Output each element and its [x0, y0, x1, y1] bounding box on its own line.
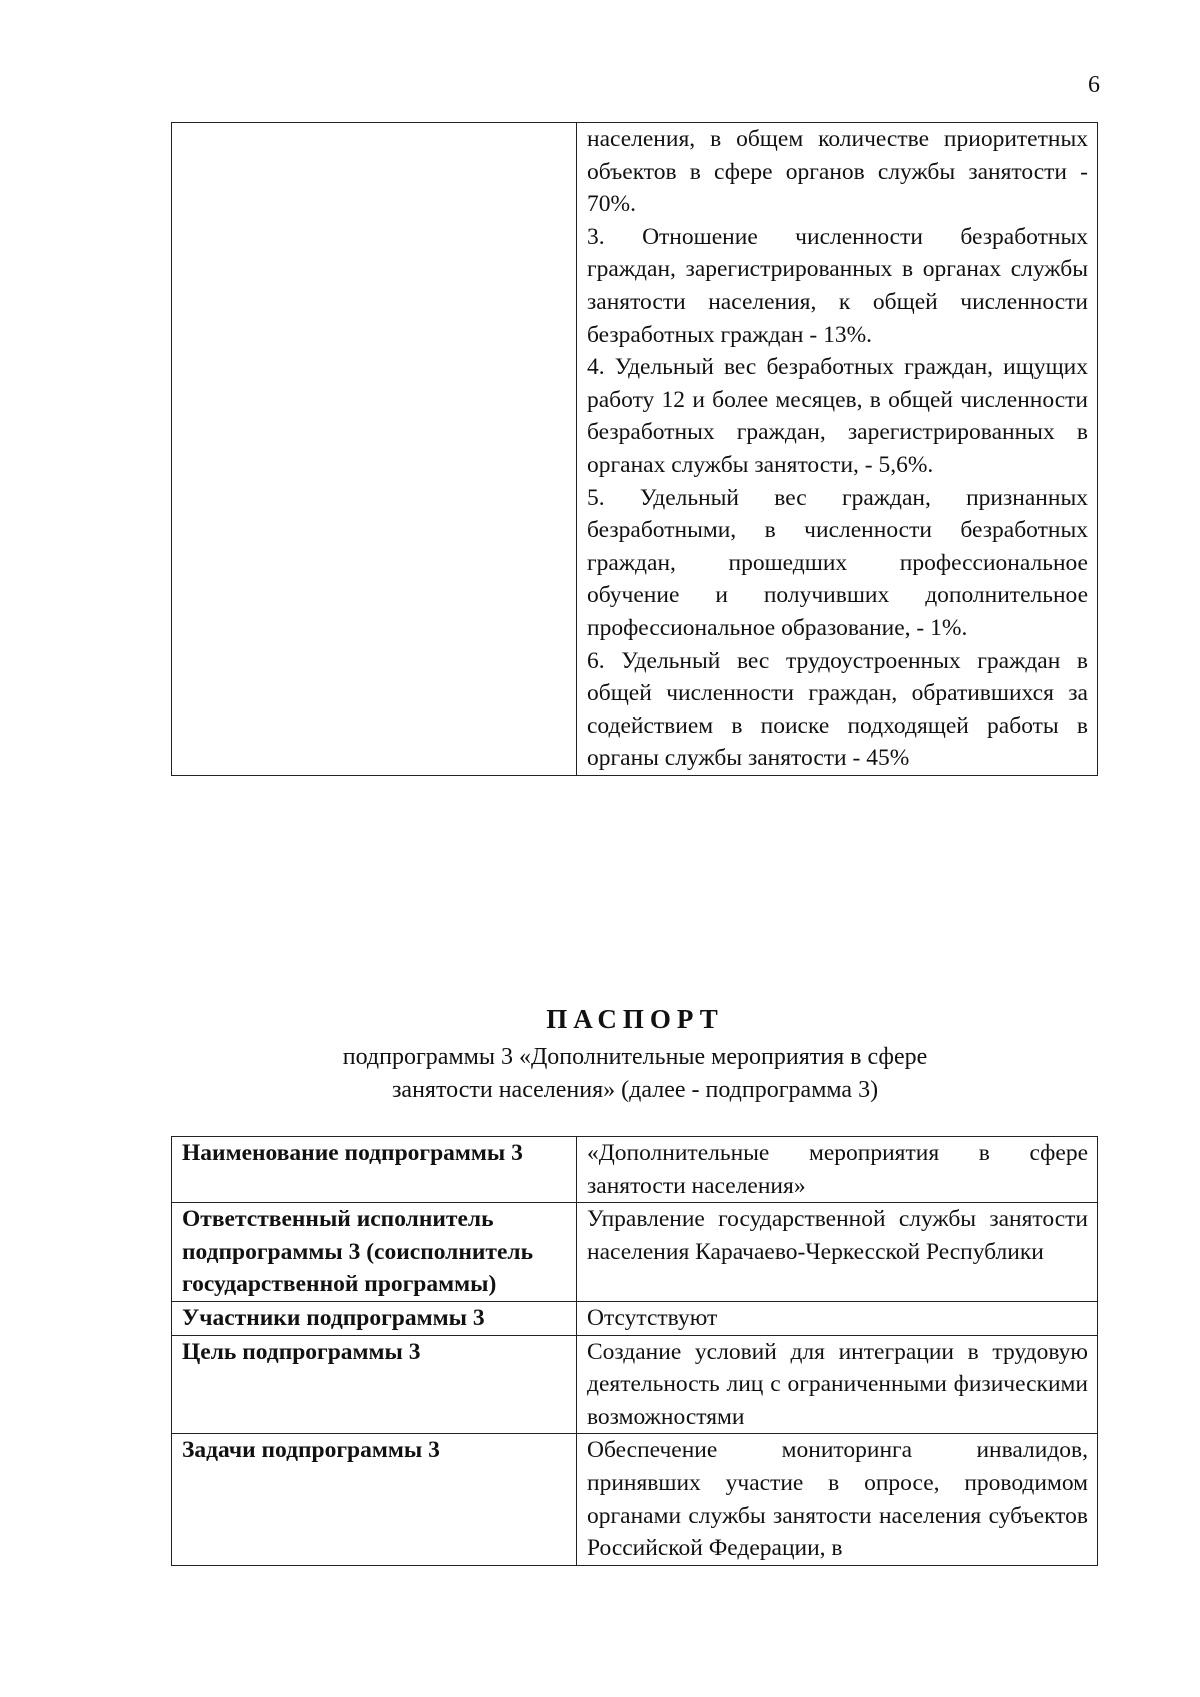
row-label: Наименование подпрограммы 3	[172, 1137, 577, 1203]
row-label: Ответственный исполнитель подпрограммы 3 (соисполнитель государственной программы)	[172, 1203, 577, 1302]
row-value: Отсутствуют	[577, 1301, 1098, 1335]
passport-table	[171, 1136, 1098, 1566]
continued-indicators-table	[171, 122, 1098, 776]
indicator-item: 4. Удельный вес безработных граждан, ищущих работу 12 и более месяцев, в общей численности безработных граждан, зарегистрированных в органах службы занятости, - 5,6%.	[587, 354, 1088, 478]
indicator-item: 3. Отношение численности безработных граждан, зарегистрированных в органах службы занятости населения, к общей численности безработных граждан - 13%.	[587, 223, 1088, 348]
table-row	[172, 1434, 1098, 1565]
table-row	[172, 1203, 1098, 1302]
subtitle-line: подпрограммы 3 «Дополнительные мероприятия в сфере	[342, 1044, 928, 1070]
table-row	[172, 1301, 1098, 1335]
indicator-item: 5. Удельный вес граждан, признанных безработными, в численности безработных граждан, прошедших профессиональное обучение и получивших дополнительное профессиональное образование, - 1%.	[587, 484, 1088, 641]
indicator-item: населения, в общем количестве приоритетных объектов в сфере органов службы занятости - 70%.	[587, 126, 1088, 218]
page-number: 6	[1088, 72, 1100, 98]
indicators-cell	[577, 123, 1098, 776]
table-row	[172, 1335, 1098, 1434]
indicator-item: 6. Удельный вес трудоустроенных граждан в общей численности граждан, обратившихся за содействием в поиске подходящей работы в органы службы занятости - 45%	[587, 647, 1088, 772]
row-label: Участники подпрограммы 3	[172, 1301, 577, 1335]
row-value: Обеспечение мониторинга инвалидов, принявших участие в опросе, проводимом органами службы занятости населения субъектов Российской Федерации, в	[577, 1434, 1098, 1565]
row-value: Создание условий для интеграции в трудовую деятельность лиц с ограниченными физическими возможностями	[577, 1335, 1098, 1434]
subtitle-line: занятости населения» (далее - подпрограмма 3)	[391, 1076, 879, 1103]
table-row	[172, 123, 1098, 776]
row-value: Управление государственной службы занятости населения Карачаево-Черкесской Республики	[577, 1203, 1098, 1302]
empty-label-cell	[172, 123, 577, 776]
row-value: «Дополнительные мероприятия в сфере занятости населения»	[577, 1137, 1098, 1203]
table-row	[172, 1137, 1098, 1203]
passport-title: ПАСПОРТ	[546, 1004, 724, 1034]
passport-subtitle	[0, 1041, 1200, 1106]
row-label: Цель подпрограммы 3	[172, 1335, 577, 1434]
row-label: Задачи подпрограммы 3	[172, 1434, 577, 1565]
